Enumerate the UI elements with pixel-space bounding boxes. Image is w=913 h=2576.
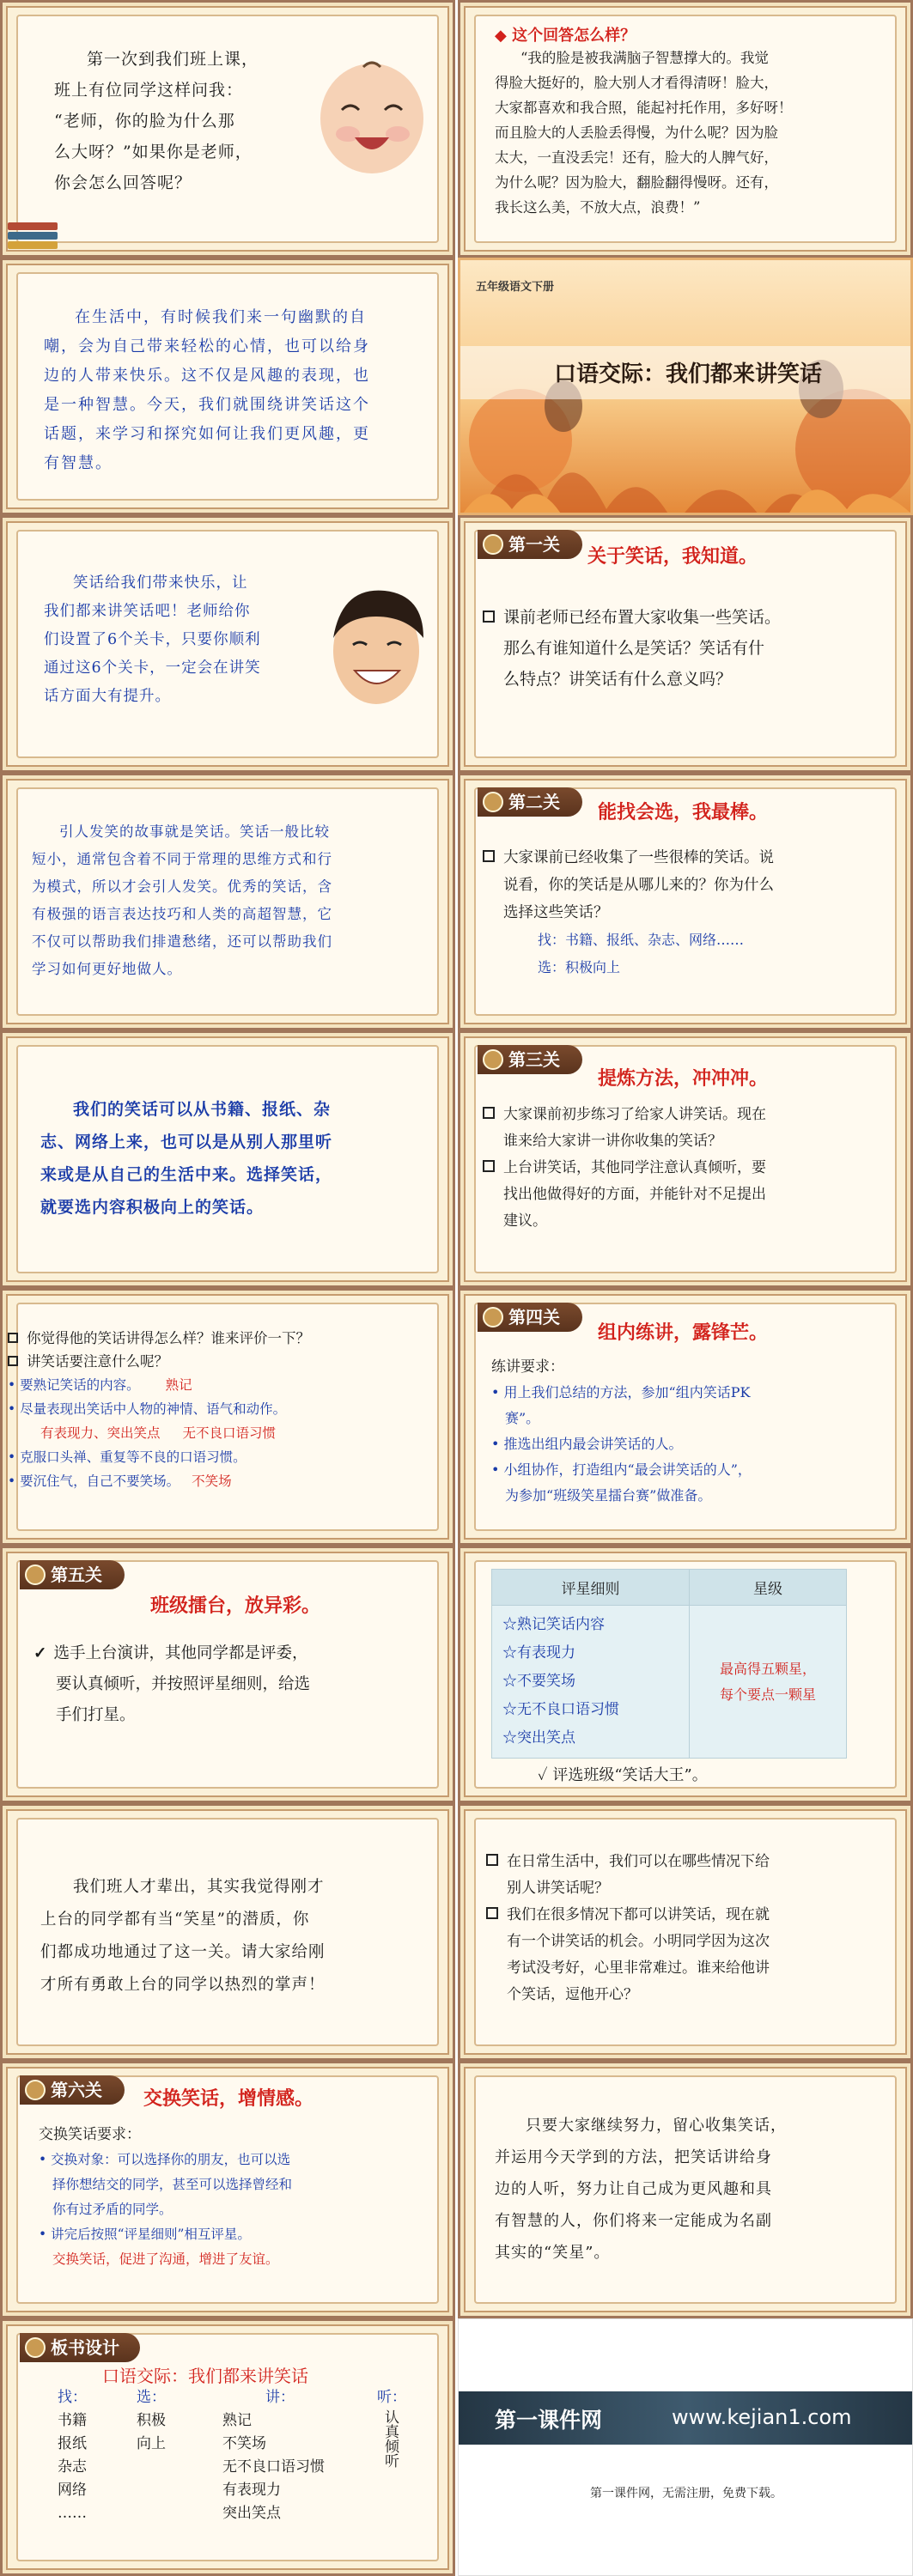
board-col-heading: 找： xyxy=(58,2389,87,2406)
board-item: 书籍 xyxy=(58,2412,87,2429)
rule-item: ☆突出笑点 xyxy=(502,1729,575,1747)
check-icon: ✓ xyxy=(33,1644,47,1662)
level-title: 关于笑话，我知道。 xyxy=(587,546,758,568)
text-line: 考试没考好，心里非常难过。谁来给他讲 xyxy=(507,1959,770,1977)
tag-dot-icon xyxy=(483,792,503,812)
star-rules-table xyxy=(491,1569,847,1759)
text-line: 在日常生活中，我们可以在哪些情况下给 xyxy=(507,1853,770,1870)
slide-13-body xyxy=(33,1638,310,1731)
checkbox-icon xyxy=(8,1356,18,1366)
level-tag-label: 第四关 xyxy=(508,1307,560,1327)
site-url-link[interactable]: www.kejian1.com xyxy=(672,2405,852,2429)
books-decoration xyxy=(8,222,58,252)
text-line: 么特点？讲笑话有什么意义吗？ xyxy=(503,670,733,689)
rule-item: ☆不要笑场 xyxy=(502,1673,575,1690)
board-col-listen xyxy=(377,2386,406,2468)
board-title: 口语交际：我们都来讲笑话 xyxy=(102,2366,308,2386)
board-col-heading: 听： xyxy=(377,2389,406,2406)
text-line: 边的人听，努力让自己成为更风趣和具 xyxy=(495,2180,772,2198)
rule-item: ☆无不良口语习惯 xyxy=(502,1701,619,1718)
text-line: 课前老师已经布置大家收集一些笑话。 xyxy=(503,608,782,627)
text-line: 上台的同学都有当“笑星”的潜质，你 xyxy=(40,1911,310,1929)
board-col-heading: 选： xyxy=(137,2389,166,2406)
text-line: 手们打星。 xyxy=(56,1706,136,1724)
tag-dot-icon xyxy=(483,534,503,555)
requirement-line: 用上我们总结的方法，参加“组内笑话PK xyxy=(503,1384,751,1400)
requirements-heading: 练讲要求： xyxy=(491,1358,564,1376)
text-line: 太大，一直没丢完！还有，脸大的人脾气好， xyxy=(495,149,778,166)
checkbox-icon xyxy=(483,611,495,623)
slide-18-text xyxy=(495,2110,787,2269)
stars-cell xyxy=(690,1606,847,1759)
board-col-find xyxy=(58,2386,87,2525)
text-line: 才所有勇敢上台的同学以热烈的掌声！ xyxy=(40,1976,326,1994)
table-header-stars: 星级 xyxy=(690,1570,847,1606)
rule-item: ☆熟记笑话内容 xyxy=(502,1616,605,1633)
requirement-line: 赛”。 xyxy=(505,1410,540,1426)
text-line: 我长这么美，不放大点，浪费！” xyxy=(495,199,701,216)
slide-19-board xyxy=(0,2318,455,2576)
text-line: 谁来给大家讲一讲你收集的笑话？ xyxy=(503,1133,722,1150)
level-title: 能找会选，我最棒。 xyxy=(598,802,769,823)
tip-line: 克服口头禅、重复等不良的口语习惯。 xyxy=(20,1449,247,1465)
tag-dot-icon xyxy=(483,1049,503,1070)
slide-5 xyxy=(0,515,455,773)
tip-keyword: 无不良口语习惯 xyxy=(182,1425,277,1441)
requirement-line: 交换对象：可以选择你的朋友，也可以选 xyxy=(51,2152,291,2167)
slide-16-body xyxy=(486,1849,770,2008)
checkbox-icon xyxy=(486,1854,498,1866)
slide-2-heading: ◆ 这个回答怎么样？ xyxy=(495,27,636,45)
tip-line: 要熟记笑话的内容。 xyxy=(20,1377,140,1393)
level-tag xyxy=(20,2075,125,2105)
text-line: 在生活中，有时候我们来一句幽默的自 xyxy=(75,308,367,326)
requirement-line: 择你想结交的同学，甚至可以选择曾经和 xyxy=(52,2177,293,2192)
level-tag xyxy=(478,530,582,559)
text-line: 有智慧。 xyxy=(44,454,113,472)
level-tag xyxy=(20,1560,125,1589)
text-line: 学习如何更好地做人。 xyxy=(32,961,182,977)
level-title: 交换笑话，增情感。 xyxy=(143,2088,314,2110)
text-line: 我们在很多情况下都可以讲笑话，现在就 xyxy=(507,1906,770,1923)
text-line: 有智慧的人，你们将来一定能成为名副 xyxy=(495,2212,772,2230)
text-line: 大家课前已经收集了一些很棒的笑话。说 xyxy=(503,849,774,866)
board-item: 有表现力 xyxy=(222,2482,281,2499)
slide-11-body: 你觉得他的笑话讲得怎么样？谁来评价一下？ 讲笑话要注意什么呢？ • 要熟记笑话的内容。 熟记 • 尽量表现出笑话中人物的神情、语气和动作。 有表现力、突出笑点 无不良口语习惯 • 克服口头禅、重复等不良的口语习惯。 • 要沉住气，自己不要笑场。 不笑场 xyxy=(8,1330,310,1489)
requirement-line: 小组协作，打造组内“最会讲笑话的人”， xyxy=(503,1461,752,1478)
level-tag-label: 第五关 xyxy=(51,1564,102,1585)
text-line: 笑话给我们带来快乐，让 xyxy=(73,574,248,592)
grade-label: 五年级语文下册 xyxy=(476,281,555,294)
site-slogan: 第一课件网，无需注册，免费下载。 xyxy=(590,2487,782,2500)
tag-dot-icon xyxy=(25,2337,46,2358)
exchange-benefit: 交换笑话，促进了沟通，增进了友谊。 xyxy=(52,2251,279,2267)
choose-criteria: 选：积极向上 xyxy=(538,959,621,975)
board-item: 不笑场 xyxy=(222,2435,266,2452)
text-line: 是一种智慧。今天，我们就围绕讲笑话这个 xyxy=(44,396,370,414)
text-line: “我的脸是被我满脑子智慧撑大的。我觉 xyxy=(520,50,769,66)
slide-14 xyxy=(458,1546,913,1803)
board-item: 网络 xyxy=(58,2482,87,2499)
tag-dot-icon xyxy=(25,1564,46,1585)
text-line: 只要大家继续努力，留心收集笑话， xyxy=(526,2117,787,2135)
text-line: 为模式，所以才会引人发笑。优秀的笑话，含 xyxy=(32,878,332,895)
board-item: 杂志 xyxy=(58,2458,87,2476)
text-line: 个笑话，逗他开心？ xyxy=(507,1986,638,2003)
teacher-face-illustration xyxy=(320,578,432,715)
text-line: 讲笑话要注意什么呢？ xyxy=(27,1353,168,1370)
text-line: 们设置了6个关卡，只要你顺利 xyxy=(44,631,261,648)
level-title: 组内练讲，露锋芒。 xyxy=(598,1322,769,1344)
text-line: 短小，通常包含着不同于常理的思维方式和行 xyxy=(32,851,332,867)
text-line: 你觉得他的笑话讲得怎么样？谁来评价一下？ xyxy=(27,1330,310,1346)
requirement-line: 为参加“班级笑星擂台赛”做准备。 xyxy=(505,1487,712,1504)
cover-title: 口语交际：我们都来讲笑话 xyxy=(553,361,822,387)
text-line: 选手上台演讲，其他同学都是评委， xyxy=(53,1644,308,1662)
text-line: “老师，你的脸为什么那 xyxy=(54,112,235,131)
text-line: 嘲，会为自己带来轻松的心情，也可以给身 xyxy=(44,337,370,355)
level-tag-label: 第三关 xyxy=(508,1049,560,1070)
stars-rule-line: 最高得五颗星， xyxy=(719,1660,816,1677)
slide-10-body xyxy=(483,1102,766,1235)
requirement-line: 推选出组内最会讲笑话的人。 xyxy=(503,1436,683,1452)
text-line: 说看，你的笑话是从哪儿来的？你为什么 xyxy=(503,877,774,894)
text-line: 我们班人才辈出，其实我觉得刚才 xyxy=(73,1878,325,1896)
rule-item: ☆有表现力 xyxy=(502,1644,575,1662)
level-tag-label: 第一关 xyxy=(508,534,560,555)
find-sources: 找：书籍、报纸、杂志、网络…… xyxy=(538,932,745,948)
checkbox-icon xyxy=(483,850,495,862)
text-line: 话方面大有提升。 xyxy=(44,688,171,705)
level-tag-label: 板书设计 xyxy=(51,2337,119,2358)
tip-line: 尽量表现出笑话中人物的神情、语气和动作。 xyxy=(20,1401,287,1417)
level-tag-label: 第二关 xyxy=(508,792,560,812)
slide-18 xyxy=(458,2061,913,2318)
level-tag xyxy=(20,2333,140,2362)
text-line: 要认真倾听，并按照评星细则，给选 xyxy=(56,1675,311,1693)
tip-keyword: 熟记 xyxy=(165,1377,192,1393)
board-item: 认真倾听 xyxy=(381,2409,399,2468)
slide-11 xyxy=(0,1288,455,1546)
text-line: 有一个讲笑话的机会。小明同学因为这次 xyxy=(507,1933,770,1950)
slide-15 xyxy=(0,1803,455,2061)
slide-14-footer: ✓ 评选班级“笑话大王”。 xyxy=(538,1766,708,1784)
text-line: 得脸大挺好的，脸大别人才看得清呀！脸大， xyxy=(495,75,778,91)
text-line: 引人发笑的故事就是笑话。笑话一般比较 xyxy=(59,823,330,840)
tip-line: 要沉住气，自己不要笑场。 xyxy=(20,1473,180,1489)
text-line: 通过这6个关卡，一定会在讲笑 xyxy=(44,659,261,677)
board-item: 向上 xyxy=(137,2435,166,2452)
slide-7-text xyxy=(32,818,332,983)
slide-8 xyxy=(458,773,913,1030)
slide-2 xyxy=(458,0,913,258)
slide-1-text xyxy=(54,44,312,198)
slide-10 xyxy=(458,1030,913,1288)
level-tag xyxy=(478,1045,582,1074)
checkbox-icon xyxy=(483,1107,495,1119)
table-header-rules: 评星细则 xyxy=(492,1570,690,1606)
text-line: 为什么呢？因为脸大，翻脸翻得慢呀。还有， xyxy=(495,174,778,191)
text-line: 第一次到我们班上课， xyxy=(87,50,259,69)
level-tag-label: 第六关 xyxy=(51,2080,102,2100)
slide-17-body: 交换笑话要求： • 交换对象：可以选择你的朋友，也可以选 择你想结交的同学，甚至可以选择曾经和 你有过矛盾的同学。 • 讲完后按照“评星细则”相互评星。 交换笑话，促进了沟通，增进了友谊。 xyxy=(39,2122,292,2272)
tag-dot-icon xyxy=(25,2080,46,2100)
level-title: 提炼方法，冲冲冲。 xyxy=(598,1068,769,1090)
baby-face-illustration xyxy=(312,50,432,179)
text-line: 大家课前初步练习了给家人讲笑话。现在 xyxy=(503,1106,766,1123)
slide-20-ad xyxy=(458,2318,913,2576)
slide-8-body xyxy=(483,844,774,981)
text-line: 我们都来讲笑话吧！老师给你 xyxy=(44,603,251,620)
text-line: 建议。 xyxy=(503,1212,547,1230)
board-item: 无不良口语习惯 xyxy=(222,2458,325,2476)
stars-rule-line: 每个要点一颗星 xyxy=(719,1686,816,1703)
text-line: 上台讲笑话，其他同学注意认真倾听，要 xyxy=(503,1159,766,1176)
text-line: 就要选内容积极向上的笑话。 xyxy=(40,1198,265,1217)
requirements-heading: 交换笑话要求： xyxy=(39,2126,141,2143)
board-item: 积极 xyxy=(137,2412,166,2429)
tip-keyword: 不笑场 xyxy=(192,1473,232,1489)
text-line: 话题，来学习和探究如何让我们更风趣，更 xyxy=(44,425,370,443)
text-line: 么大呀？”如果你是老师， xyxy=(54,143,253,161)
slide-2-quote xyxy=(495,46,793,220)
board-col-tell xyxy=(222,2386,325,2525)
slide-9-text xyxy=(40,1093,332,1224)
level-tag xyxy=(478,1303,582,1332)
board-item: 报纸 xyxy=(58,2435,87,2452)
slide-9 xyxy=(0,1030,455,1288)
text-line: 大家都喜欢和我合照，能起衬托作用，多好呀！ xyxy=(495,100,793,116)
text-line: 而且脸大的人丢脸丢得慢，为什么呢？因为脸 xyxy=(495,125,778,141)
slide-6 xyxy=(458,515,913,773)
text-line: 们都成功地通过了这一关。请大家给刚 xyxy=(40,1943,326,1961)
board-item: 熟记 xyxy=(222,2412,252,2429)
tag-dot-icon xyxy=(483,1307,503,1327)
slide-3-text xyxy=(44,303,370,478)
text-line: 来或是从自己的生活中来。选择笑话， xyxy=(40,1165,333,1184)
text-line: 找出他做得好的方面，并能针对不足提出 xyxy=(503,1186,766,1203)
tip-keyword: 有表现力、突出笑点 xyxy=(40,1425,161,1441)
requirement-line: 讲完后按照“评星细则”相互评星。 xyxy=(51,2227,251,2242)
text-line: 志、网络上来，也可以是从别人那里听 xyxy=(40,1133,333,1151)
checkbox-icon xyxy=(483,1160,495,1172)
slide-4-cover xyxy=(458,258,913,515)
text-line: 那么有谁知道什么是笑话？笑话有什 xyxy=(503,639,765,658)
slide-5-text xyxy=(44,569,261,711)
board-item: 突出笑点 xyxy=(222,2505,281,2522)
text-line: 班上有位同学这样问我： xyxy=(54,81,244,100)
slide-3 xyxy=(0,258,455,515)
slide-12-body: 练讲要求： • 用上我们总结的方法，参加“组内笑话PK 赛”。 • 推选出组内最会讲笑话的人。 • 小组协作，打造组内“最会讲笑话的人”， 为参加“班级笑星擂台赛”做准备。 xyxy=(491,1354,752,1509)
text-line: 别人讲笑话呢？ xyxy=(507,1880,609,1897)
slide-17 xyxy=(0,2061,455,2318)
slide-6-body xyxy=(483,602,781,695)
text-line: 不仅可以帮助我们排遣愁绪，还可以帮助我们 xyxy=(32,933,332,950)
level-title: 班级擂台，放异彩。 xyxy=(150,1595,321,1617)
requirement-line: 你有过矛盾的同学。 xyxy=(52,2202,173,2217)
slide-15-text xyxy=(40,1871,326,2002)
board-col-choose xyxy=(137,2386,166,2456)
text-line: 有极强的语言表达技巧和人类的高超智慧，它 xyxy=(32,906,332,922)
slide-1 xyxy=(0,0,455,258)
text-line: 选择这些笑话？ xyxy=(503,904,609,921)
slide-13 xyxy=(0,1546,455,1803)
level-tag xyxy=(478,787,582,817)
board-item: …… xyxy=(58,2505,87,2522)
text-line: 我们的笑话可以从书籍、报纸、杂 xyxy=(73,1100,332,1119)
site-brand: 第一课件网 xyxy=(495,2408,603,2433)
text-line: 你会怎么回答呢？ xyxy=(54,173,192,192)
checkbox-icon xyxy=(8,1333,18,1343)
board-col-heading: 讲： xyxy=(265,2389,295,2406)
checkbox-icon xyxy=(486,1907,498,1919)
rules-cell xyxy=(492,1606,690,1759)
slide-12 xyxy=(458,1288,913,1546)
text-line: 并运用今天学到的方法，把笑话讲给身 xyxy=(495,2148,772,2166)
text-line: 边的人带来快乐。这不仅是风趣的表现，也 xyxy=(44,367,370,385)
text-line: 其实的“笑星”。 xyxy=(495,2244,611,2262)
slide-7 xyxy=(0,773,455,1030)
slide-16 xyxy=(458,1803,913,2061)
